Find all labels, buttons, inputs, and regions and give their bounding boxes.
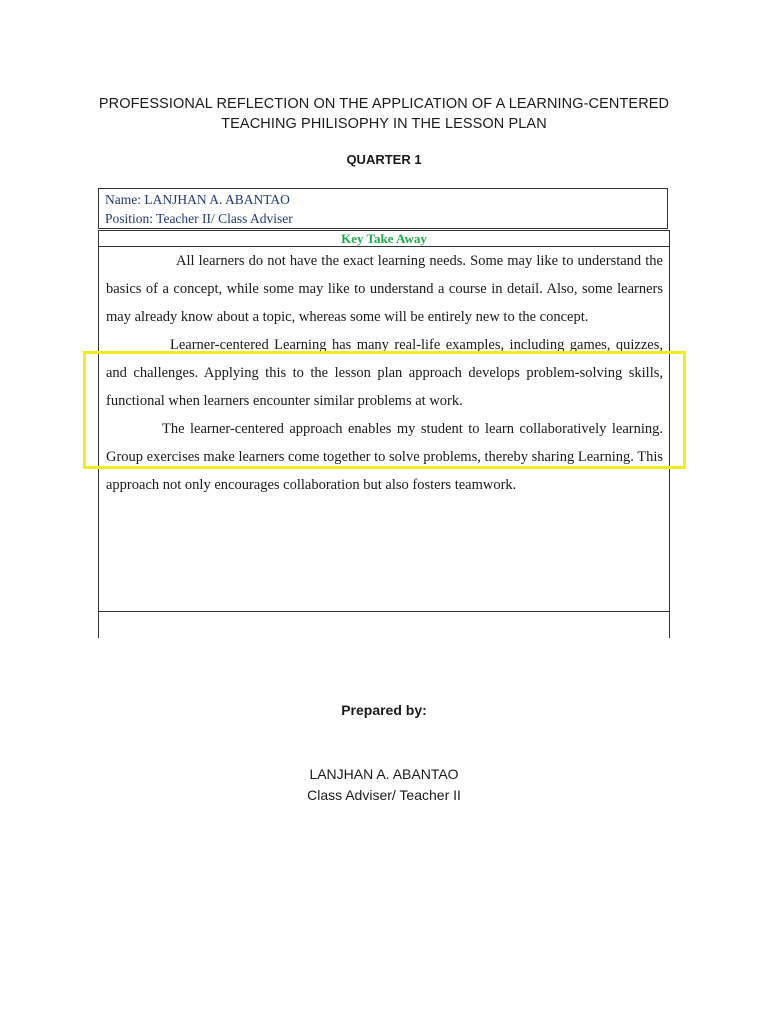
paragraph-3: The learner-centered approach enables my student to learn collaboratively learning. Group exercises make learners come together to solve problems, thereby sharing Learning. This approach not only encourages collaboration but also fosters teamwork. — [106, 421, 663, 493]
key-takeaway-table — [98, 230, 670, 612]
reflection-body — [106, 247, 663, 499]
quarter-label: QUARTER 1 — [346, 152, 422, 167]
title-line-1: PROFESSIONAL REFLECTION ON THE APPLICATION OF A LEARNING-CENTERED — [98, 96, 670, 112]
teacher-info-box — [98, 188, 668, 229]
paragraph-1: All learners do not have the exact learning needs. Some may like to understand the basics of a concept, while some may like to understand a course in detail. Also, some learners may already know about a topic, whereas some will be entirely new to the concept. — [106, 253, 663, 325]
teacher-name: Name: LANJHAN A. ABANTAO — [105, 192, 290, 207]
signature-block — [0, 764, 768, 806]
key-takeaway-heading: Key Take Away — [99, 231, 669, 247]
signer-name: LANJHAN A. ABANTAO — [309, 766, 459, 782]
prepared-by-label: Prepared by: — [341, 702, 427, 718]
teacher-position: Position: Teacher II/ Class Adviser — [105, 211, 293, 226]
signer-title: Class Adviser/ Teacher II — [307, 787, 461, 803]
empty-table-row — [98, 612, 670, 638]
title-line-2: TEACHING PHILISOPHY IN THE LESSON PLAN — [221, 116, 547, 132]
document-title — [60, 94, 708, 134]
paragraph-2: Learner-centered Learning has many real-life examples, including games, quizzes, and challenges. Applying this to the lesson plan approach develops problem-solving skills, functional when learners encounter similar problems at work. — [106, 337, 663, 409]
